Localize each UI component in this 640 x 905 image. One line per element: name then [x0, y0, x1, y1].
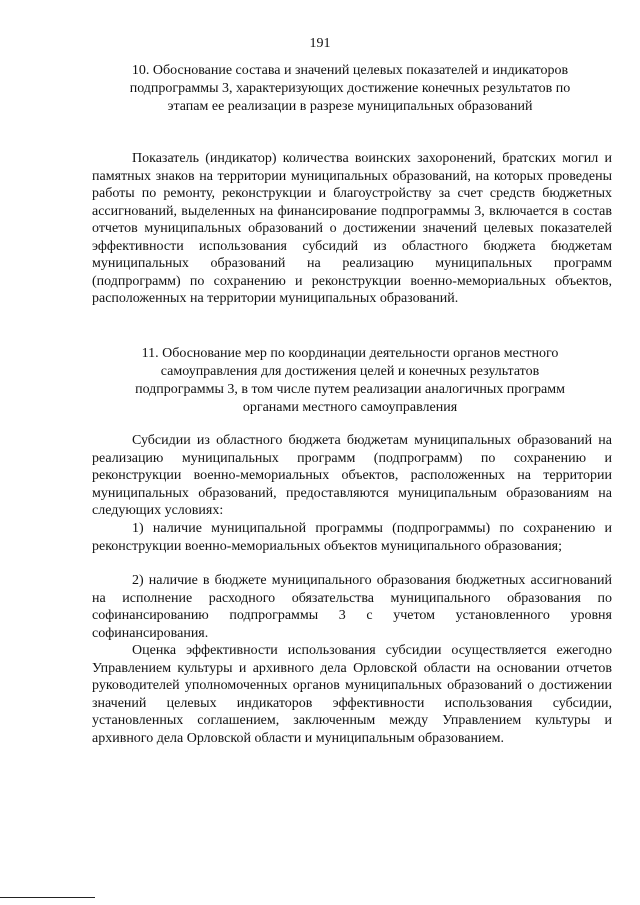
- evaluation-paragraph: Оценка эффективности использования субсидии осуществляется ежегодно Управлением культуры и архивного дела Орловской области на основании отчетов руководителей уполномоченных органов муниципальных образований о достижении значений целевых индикаторов эффективности использования субсидии, установленных соглашением, заключенным между Управлением культуры и архивного дела Орловской области и муниципальным образованием.: [92, 643, 612, 746]
- section-11-title: 11. Обоснование мер по координации деятельности органов местного самоуправления для достижения целей и конечных результатов подпрограммы 3, в том числе путем реализации аналогичных программ органами местного самоуправления: [135, 346, 565, 415]
- condition-2: 2) наличие в бюджете муниципального образования бюджетных ассигнований на исполнение расходного обязательства муниципального образования по софинансированию подпрограммы 3 с учетом установленного уровня софинансирования.: [92, 573, 612, 641]
- section-11-intro: Субсидии из областного бюджета бюджетам муниципальных образований на реализацию муниципальных программ (подпрограмм) по сохранению и реконструкции военно-мемориальных объектов, расположенных на территории муниципальных образований, предоставляются муниципальным образованиям на следующих условиях:: [92, 433, 612, 518]
- page-number: 191: [309, 36, 331, 51]
- condition-1: 1) наличие муниципальной программы (подпрограммы) по сохранению и реконструкции военно-мемориальных объектов муниципального образования;: [92, 521, 612, 554]
- section-10-title: 10. Обоснование состава и значений целевых показателей и индикаторов подпрограммы 3, характеризующих достижение конечных результатов по этапам ее реализации в разрезе муниципальных образований: [129, 63, 571, 114]
- footer-rule: [0, 897, 95, 898]
- section-10-paragraph: Показатель (индикатор) количества воинских захоронений, братских могил и памятных знаков на территории муниципальных образований, на которых проведены работы по ремонту, реконструкции и благоустройству за счет средств бюджетных ассигнований, выделенных на финансирование подпрограммы 3, включается в состав отчетов муниципальных образований о достижении значений целевых показателей эффективности использования субсидий из областного бюджета бюджетам муниципальных образований на реализацию муниципальных программ (подпрограмм) по сохранению и реконструкции военно-мемориальных объектов, расположенных на территории муниципальных образований.: [92, 151, 612, 306]
